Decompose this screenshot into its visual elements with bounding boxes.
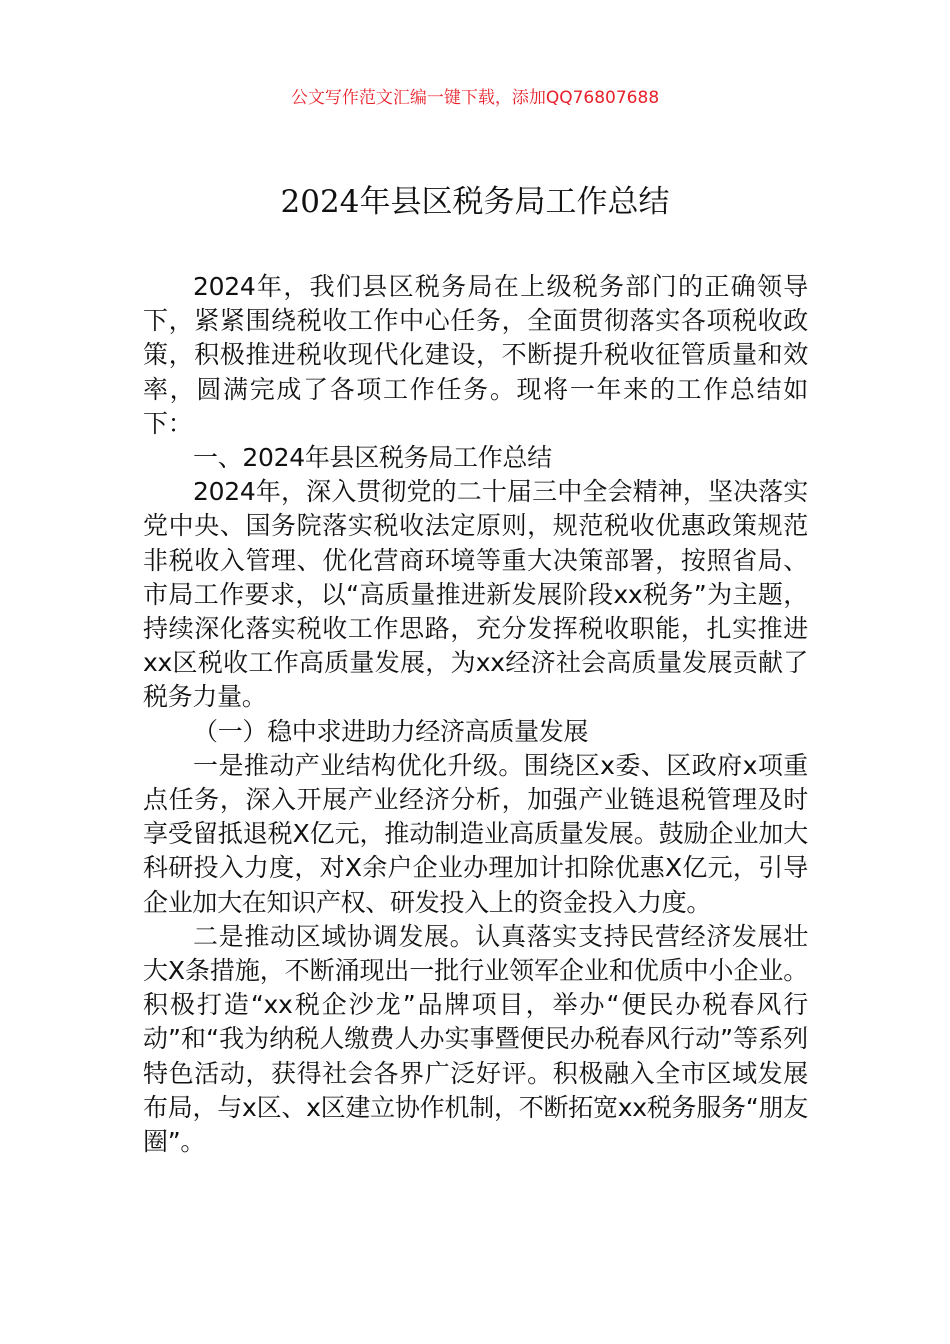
intro-paragraph: 2024年，我们县区税务局在上级税务部门的正确领导下，紧紧围绕税收工作中心任务，全面贯彻落实各项税收政策，积极推进税收现代化建设，不断提升税收征管质量和效率，圆满完成了各项工作任务。现将一年来的工作总结如下：: [143, 272, 808, 438]
point-one-paragraph: 一是推动产业结构优化升级。围绕区x委、区政府x项重点任务，深入开展产业经济分析，加强产业链退税管理及时享受留抵退税X亿元，推动制造业高质量发展。鼓励企业加大科研投入力度，对X余户企业办理加计扣除优惠X亿元，引导企业加大在知识产权、研发投入上的资金投入力度。: [143, 750, 808, 917]
document-title: 2024年县区税务局工作总结: [280, 184, 670, 220]
point-two-paragraph: 二是推动区域协调发展。认真落实支持民营经济发展壮大X条措施，不断涌现出一批行业领军企业和优质中小企业。积极打造“xx税企沙龙”品牌项目，举办“便民办税春风行动”和“我为纳税人缴费人办实事暨便民办税春风行动”等系列特色活动，获得社会各界广泛好评。积极融入全市区域发展布局，与x区、x区建立协作机制，不断拓宽xx税务服务“朋友圈”。: [143, 921, 808, 1157]
summary-paragraph: 2024年，深入贯彻党的二十届三中全会精神，坚决落实党中央、国务院落实税收法定原则，规范税收优惠政策规范非税收入管理、优化营商环境等重大决策部署，按照省局、市局工作要求，以“高质量推进新发展阶段xx税务”为主题，持续深化落实税收工作思路，充分发挥税收职能，扎实推进xx区税收工作高质量发展，为xx经济社会高质量发展贡献了税务力量。: [143, 477, 808, 712]
section-heading: 一、2024年县区税务局工作总结: [193, 443, 552, 473]
subsection-heading: （一）稳中求进助力经济高质量发展: [193, 716, 589, 746]
document-body: [143, 270, 808, 1159]
promo-banner: 公文写作范文汇编一键下载，添加QQ76807688: [290, 88, 660, 108]
